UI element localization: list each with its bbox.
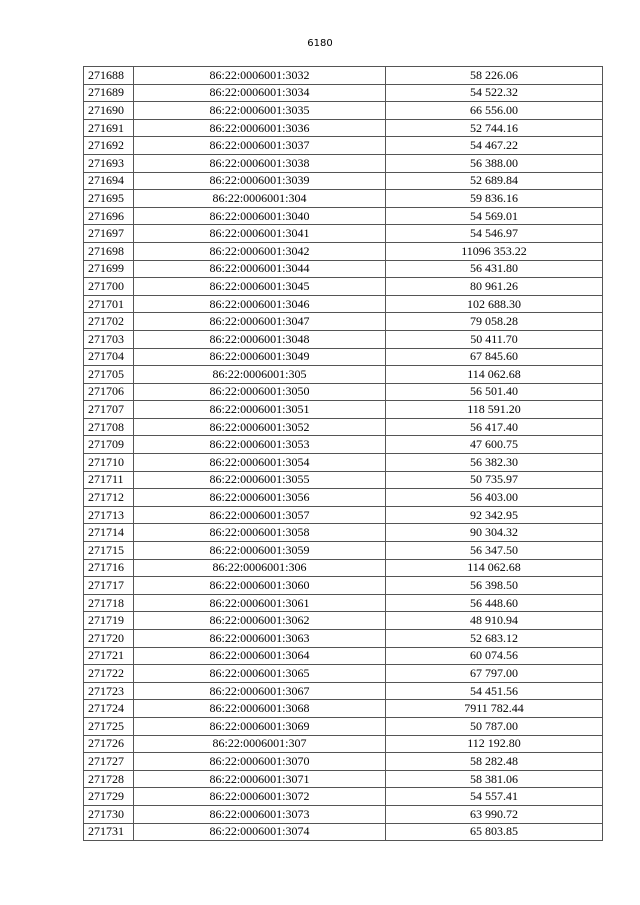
cadastral-number-cell: 86:22:0006001:3039 [134,172,386,190]
table-row [84,471,603,489]
table-row [84,172,603,190]
cadastral-number-cell: 86:22:0006001:3073 [134,805,386,823]
cadastral-number-cell: 86:22:0006001:3050 [134,383,386,401]
row-number-cell: 271729 [84,788,134,806]
row-number-cell: 271717 [84,577,134,595]
registry-table-body [84,67,603,841]
row-number-cell: 271714 [84,524,134,542]
row-number-cell: 271719 [84,612,134,630]
table-row [84,577,603,595]
cadastral-number-cell: 86:22:0006001:3035 [134,102,386,120]
table-row [84,260,603,278]
cadastral-number-cell: 86:22:0006001:305 [134,366,386,384]
cadastral-number-cell: 86:22:0006001:3071 [134,770,386,788]
cadastral-number-cell: 86:22:0006001:3069 [134,717,386,735]
row-number-cell: 271712 [84,489,134,507]
row-number-cell: 271693 [84,154,134,172]
row-number-cell: 271713 [84,506,134,524]
row-number-cell: 271695 [84,190,134,208]
row-number-cell: 271721 [84,647,134,665]
row-number-cell: 271722 [84,665,134,683]
table-row [84,735,603,753]
table-row [84,594,603,612]
table-row [84,102,603,120]
table-row [84,137,603,155]
cadastral-number-cell: 86:22:0006001:3040 [134,207,386,225]
value-cell: 54 546.97 [386,225,603,243]
table-row [84,84,603,102]
value-cell: 58 282.48 [386,753,603,771]
row-number-cell: 271709 [84,436,134,454]
table-row [84,524,603,542]
row-number-cell: 271691 [84,119,134,137]
table-row [84,330,603,348]
row-number-cell: 271689 [84,84,134,102]
row-number-cell: 271703 [84,330,134,348]
cadastral-number-cell: 86:22:0006001:3048 [134,330,386,348]
row-number-cell: 271730 [84,805,134,823]
value-cell: 47 600.75 [386,436,603,454]
table-row [84,242,603,260]
table-row [84,207,603,225]
cadastral-number-cell: 86:22:0006001:3058 [134,524,386,542]
cadastral-number-cell: 86:22:0006001:3061 [134,594,386,612]
table-row [84,665,603,683]
table-row [84,119,603,137]
cadastral-number-cell: 86:22:0006001:306 [134,559,386,577]
cadastral-number-cell: 86:22:0006001:3072 [134,788,386,806]
row-number-cell: 271724 [84,700,134,718]
cadastral-number-cell: 86:22:0006001:3053 [134,436,386,454]
table-row [84,401,603,419]
row-number-cell: 271701 [84,295,134,313]
row-number-cell: 271708 [84,418,134,436]
value-cell: 54 557.41 [386,788,603,806]
value-cell: 66 556.00 [386,102,603,120]
cadastral-number-cell: 86:22:0006001:3055 [134,471,386,489]
value-cell: 54 522.32 [386,84,603,102]
value-cell: 56 448.60 [386,594,603,612]
cadastral-number-cell: 86:22:0006001:3057 [134,506,386,524]
cadastral-number-cell: 86:22:0006001:3060 [134,577,386,595]
table-row [84,366,603,384]
table-row [84,647,603,665]
cadastral-number-cell: 86:22:0006001:307 [134,735,386,753]
row-number-cell: 271690 [84,102,134,120]
cadastral-number-cell: 86:22:0006001:3037 [134,137,386,155]
registry-table [83,66,603,841]
cadastral-number-cell: 86:22:0006001:3049 [134,348,386,366]
row-number-cell: 271715 [84,542,134,560]
cadastral-number-cell: 86:22:0006001:3036 [134,119,386,137]
value-cell: 56 388.00 [386,154,603,172]
table-row [84,788,603,806]
table-row [84,67,603,85]
table-row [84,454,603,472]
cadastral-number-cell: 86:22:0006001:3046 [134,295,386,313]
cadastral-number-cell: 86:22:0006001:3070 [134,753,386,771]
value-cell: 80 961.26 [386,278,603,296]
table-row [84,770,603,788]
cadastral-number-cell: 86:22:0006001:3051 [134,401,386,419]
table-row [84,295,603,313]
cadastral-number-cell: 86:22:0006001:3041 [134,225,386,243]
value-cell: 50 787.00 [386,717,603,735]
cadastral-number-cell: 86:22:0006001:3052 [134,418,386,436]
table-row [84,630,603,648]
value-cell: 56 431.80 [386,260,603,278]
table-row [84,190,603,208]
value-cell: 50 411.70 [386,330,603,348]
table-row [84,418,603,436]
table-row [84,559,603,577]
value-cell: 56 403.00 [386,489,603,507]
value-cell: 92 342.95 [386,506,603,524]
table-row [84,805,603,823]
cadastral-number-cell: 86:22:0006001:304 [134,190,386,208]
row-number-cell: 271723 [84,682,134,700]
cadastral-number-cell: 86:22:0006001:3054 [134,454,386,472]
table-row [84,489,603,507]
table-row [84,612,603,630]
value-cell: 52 689.84 [386,172,603,190]
cadastral-number-cell: 86:22:0006001:3032 [134,67,386,85]
row-number-cell: 271697 [84,225,134,243]
table-row [84,823,603,841]
value-cell: 67 845.60 [386,348,603,366]
cadastral-number-cell: 86:22:0006001:3062 [134,612,386,630]
value-cell: 7911 782.44 [386,700,603,718]
table-row [84,682,603,700]
cadastral-number-cell: 86:22:0006001:3045 [134,278,386,296]
row-number-cell: 271698 [84,242,134,260]
cadastral-number-cell: 86:22:0006001:3044 [134,260,386,278]
row-number-cell: 271705 [84,366,134,384]
table-row [84,753,603,771]
row-number-cell: 271720 [84,630,134,648]
value-cell: 50 735.97 [386,471,603,489]
cadastral-number-cell: 86:22:0006001:3074 [134,823,386,841]
row-number-cell: 271710 [84,454,134,472]
cadastral-number-cell: 86:22:0006001:3065 [134,665,386,683]
value-cell: 90 304.32 [386,524,603,542]
value-cell: 59 836.16 [386,190,603,208]
row-number-cell: 271731 [84,823,134,841]
row-number-cell: 271700 [84,278,134,296]
row-number-cell: 271694 [84,172,134,190]
cadastral-number-cell: 86:22:0006001:3047 [134,313,386,331]
value-cell: 48 910.94 [386,612,603,630]
value-cell: 63 990.72 [386,805,603,823]
row-number-cell: 271702 [84,313,134,331]
value-cell: 60 074.56 [386,647,603,665]
cadastral-number-cell: 86:22:0006001:3064 [134,647,386,665]
value-cell: 65 803.85 [386,823,603,841]
cadastral-number-cell: 86:22:0006001:3056 [134,489,386,507]
cadastral-number-cell: 86:22:0006001:3034 [134,84,386,102]
cadastral-number-cell: 86:22:0006001:3063 [134,630,386,648]
value-cell: 54 569.01 [386,207,603,225]
cadastral-number-cell: 86:22:0006001:3038 [134,154,386,172]
table-row [84,383,603,401]
value-cell: 56 417.40 [386,418,603,436]
value-cell: 54 451.56 [386,682,603,700]
value-cell: 54 467.22 [386,137,603,155]
value-cell: 11096 353.22 [386,242,603,260]
table-row [84,700,603,718]
table-row [84,717,603,735]
row-number-cell: 271711 [84,471,134,489]
value-cell: 112 192.80 [386,735,603,753]
value-cell: 67 797.00 [386,665,603,683]
row-number-cell: 271699 [84,260,134,278]
row-number-cell: 271725 [84,717,134,735]
row-number-cell: 271696 [84,207,134,225]
value-cell: 56 382.30 [386,454,603,472]
table-row [84,278,603,296]
value-cell: 118 591.20 [386,401,603,419]
value-cell: 114 062.68 [386,559,603,577]
row-number-cell: 271707 [84,401,134,419]
value-cell: 114 062.68 [386,366,603,384]
table-row [84,436,603,454]
page-number: 6180 [307,38,333,49]
value-cell: 58 381.06 [386,770,603,788]
value-cell: 56 398.50 [386,577,603,595]
row-number-cell: 271726 [84,735,134,753]
table-row [84,542,603,560]
cadastral-number-cell: 86:22:0006001:3067 [134,682,386,700]
row-number-cell: 271692 [84,137,134,155]
row-number-cell: 271728 [84,770,134,788]
row-number-cell: 271716 [84,559,134,577]
cadastral-number-cell: 86:22:0006001:3059 [134,542,386,560]
value-cell: 102 688.30 [386,295,603,313]
row-number-cell: 271727 [84,753,134,771]
cadastral-number-cell: 86:22:0006001:3042 [134,242,386,260]
value-cell: 56 347.50 [386,542,603,560]
value-cell: 52 744.16 [386,119,603,137]
row-number-cell: 271706 [84,383,134,401]
cadastral-number-cell: 86:22:0006001:3068 [134,700,386,718]
row-number-cell: 271688 [84,67,134,85]
table-row [84,506,603,524]
table-row [84,313,603,331]
value-cell: 52 683.12 [386,630,603,648]
value-cell: 56 501.40 [386,383,603,401]
table-row [84,348,603,366]
table-row [84,225,603,243]
row-number-cell: 271718 [84,594,134,612]
value-cell: 58 226.06 [386,67,603,85]
table-row [84,154,603,172]
row-number-cell: 271704 [84,348,134,366]
value-cell: 79 058.28 [386,313,603,331]
